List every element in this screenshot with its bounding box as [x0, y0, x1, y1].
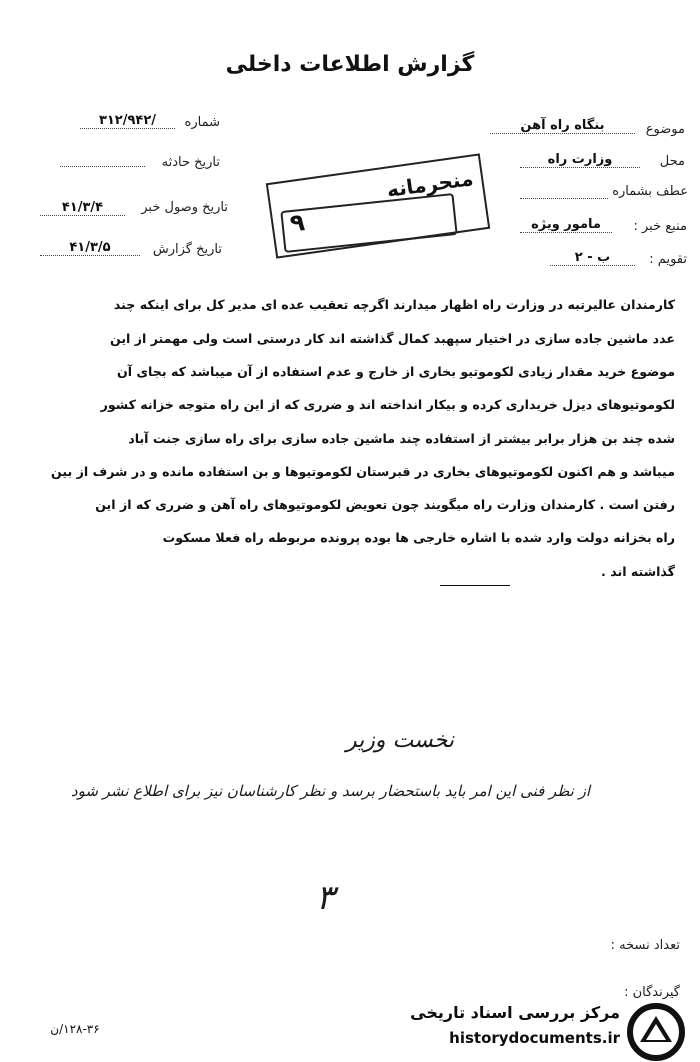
body-line-4: لکوموتیوهای دیزل خریداری کرده و بیکار انداخته اند و ضرری که از این راه متوجه خزانه کشور: [100, 397, 675, 412]
report-date-value: ۴۱/۳/۵: [40, 240, 140, 256]
watermark-url: historydocuments.ir: [449, 1029, 620, 1047]
number-value: ۳۱۲/۹۴۲/: [80, 113, 175, 129]
document-title: گزارش اطلاعات داخلی: [225, 52, 475, 77]
rating-label: تقویم :: [649, 252, 687, 267]
recipients-label: گیرندگان :: [624, 985, 680, 1000]
subject-value: بنگاه راه آهن: [490, 118, 635, 134]
body-line-7: رفتن است . کارمندان وزارت راه میگویند چون تعویض لکوموتیوهای راه آهن و ضرری که از این: [95, 497, 675, 512]
number-label: شماره: [184, 115, 220, 130]
handwritten-line-2: از نظر فنی این امر باید باستحضار برسد و نظر کارشناسان نیز برای اطلاع نشر شود: [70, 782, 590, 800]
handwritten-page-number: ۳: [315, 878, 335, 918]
reference-label: عطف بشماره: [612, 184, 688, 199]
incident-date-label: تاریخ حادثه: [161, 155, 220, 170]
stamp-bottom-text: ۹: [288, 208, 307, 238]
handwritten-line-1: نخست وزیر: [345, 728, 455, 753]
body-line-9: گذاشته اند .: [601, 564, 675, 579]
archive-logo-icon: [626, 1002, 686, 1062]
location-label: محل: [659, 154, 685, 169]
body-line-1: کارمندان عالیرتبه در وزارت راه اظهار میدارند اگرچه تعقیب عده ای مدیر کل برای اینکه چند: [113, 297, 675, 312]
body-line-2: عدد ماشین جاده سازی در اختیار سپهبد کمال گذاشته اند کار درستی است ولی مهمتر از این: [109, 331, 675, 346]
body-line-5: شده چند بن هزار برابر بیشتر از استفاده چند ماشین جاده سازی برای راه سازی جنت آباد: [128, 431, 675, 446]
received-date-value: ۴۱/۳/۴: [40, 200, 125, 216]
body-line-6: میباشد و هم اکنون لکوموتیوهای بخاری در قبرستان لکوموتیوها و بن استفاده مانده و در شرف از بین: [51, 464, 675, 479]
stamp-top-text: منحرمانه: [385, 166, 475, 202]
report-date-label: تاریخ گزارش: [152, 242, 222, 257]
location-value: وزارت راه: [520, 152, 640, 168]
incident-date-value: [60, 152, 145, 167]
source-label: منبع خبر :: [633, 219, 687, 234]
reference-value: [520, 184, 608, 199]
rating-value: ب - ۲: [550, 250, 635, 266]
received-date-label: تاریخ وصول خبر: [141, 200, 228, 215]
form-code: ۱۲۸-۳۶/ن: [50, 1022, 100, 1036]
subject-label: موضوع: [645, 122, 685, 137]
closing-underline: [440, 585, 510, 586]
body-line-3: موضوع خرید مقدار زیادی لکوموتیو بخاری از خارج و عدم استفاده از آن میباشد که بجای آن: [117, 364, 675, 379]
source-value: مامور ویژه: [520, 217, 612, 233]
copies-label: تعداد نسخه :: [610, 938, 680, 953]
watermark-title: مرکز بررسی اسناد تاریخی: [410, 1003, 620, 1022]
body-line-8: راه بخزانه دولت وارد شده با اشاره خارجی ها بوده پرونده مربوطه راه فعلا مسکوت: [162, 530, 675, 545]
